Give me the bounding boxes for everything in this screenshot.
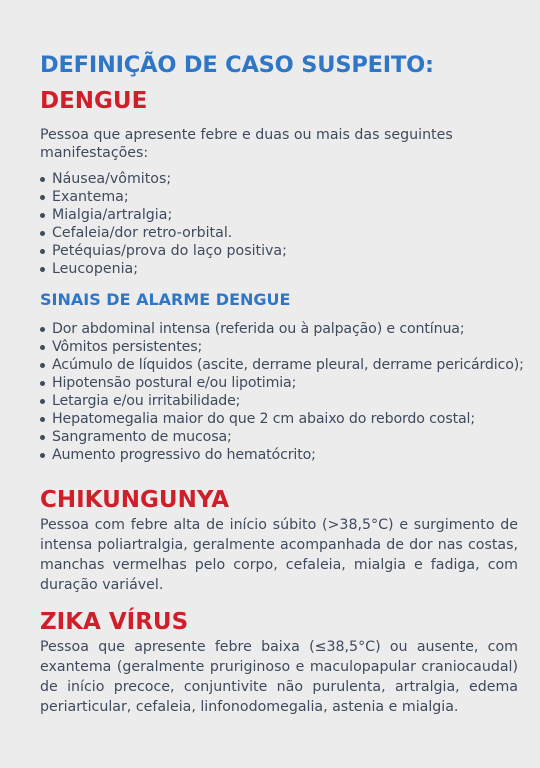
page-title: DEFINIÇÃO DE CASO SUSPEITO:: [40, 52, 434, 78]
alarm-signs-list: [40, 320, 530, 464]
list-item: Petéquias/prova do laço positiva;: [40, 242, 520, 260]
list-item: Cefaleia/dor retro-orbital.: [40, 224, 520, 242]
zika-description: Pessoa que apresente febre baixa (≤38,5°C) ou ausente, com exantema (geralmente pruriginoso e maculopapular craniocaudal) de início precoce, conjuntivite não purulenta, artralgia, edema periarticular, cefaleia, linfonodomegalia, astenia e mialgia.: [40, 639, 518, 715]
list-item: Hipotensão postural e/ou lipotimia;: [40, 374, 530, 392]
list-item: Letargia e/ou irritabilidade;: [40, 392, 530, 410]
zika-title: ZIKA VÍRUS: [40, 609, 189, 635]
chikungunya-description: Pessoa com febre alta de início súbito (>38,5°C) e surgimento de intensa poliartralgia, geralmente acompanhada de dor nas costas, manchas vermelhas pelo corpo, cefaleia, mialgia e fadiga, com duração variável.: [40, 517, 518, 593]
list-item: Leucopenia;: [40, 260, 520, 278]
dengue-title: DENGUE: [40, 88, 148, 114]
list-item: Aumento progressivo do hematócrito;: [40, 446, 530, 464]
list-item: Hepatomegalia maior do que 2 cm abaixo do rebordo costal;: [40, 410, 530, 428]
list-item: Dor abdominal intensa (referida ou à palpação) e contínua;: [40, 320, 530, 338]
list-item: Vômitos persistentes;: [40, 338, 530, 356]
alarm-signs-heading: SINAIS DE ALARME DENGUE: [40, 290, 291, 309]
dengue-intro: Pessoa que apresente febre e duas ou mais das seguintes manifestações:: [40, 127, 453, 161]
list-item: Acúmulo de líquidos (ascite, derrame pleural, derrame pericárdico);: [40, 356, 530, 374]
chikungunya-title: CHIKUNGUNYA: [40, 487, 230, 513]
list-item: Náusea/vômitos;: [40, 170, 520, 188]
list-item: Exantema;: [40, 188, 520, 206]
dengue-symptom-list: [40, 170, 520, 278]
list-item: Mialgia/artralgia;: [40, 206, 520, 224]
list-item: Sangramento de mucosa;: [40, 428, 530, 446]
